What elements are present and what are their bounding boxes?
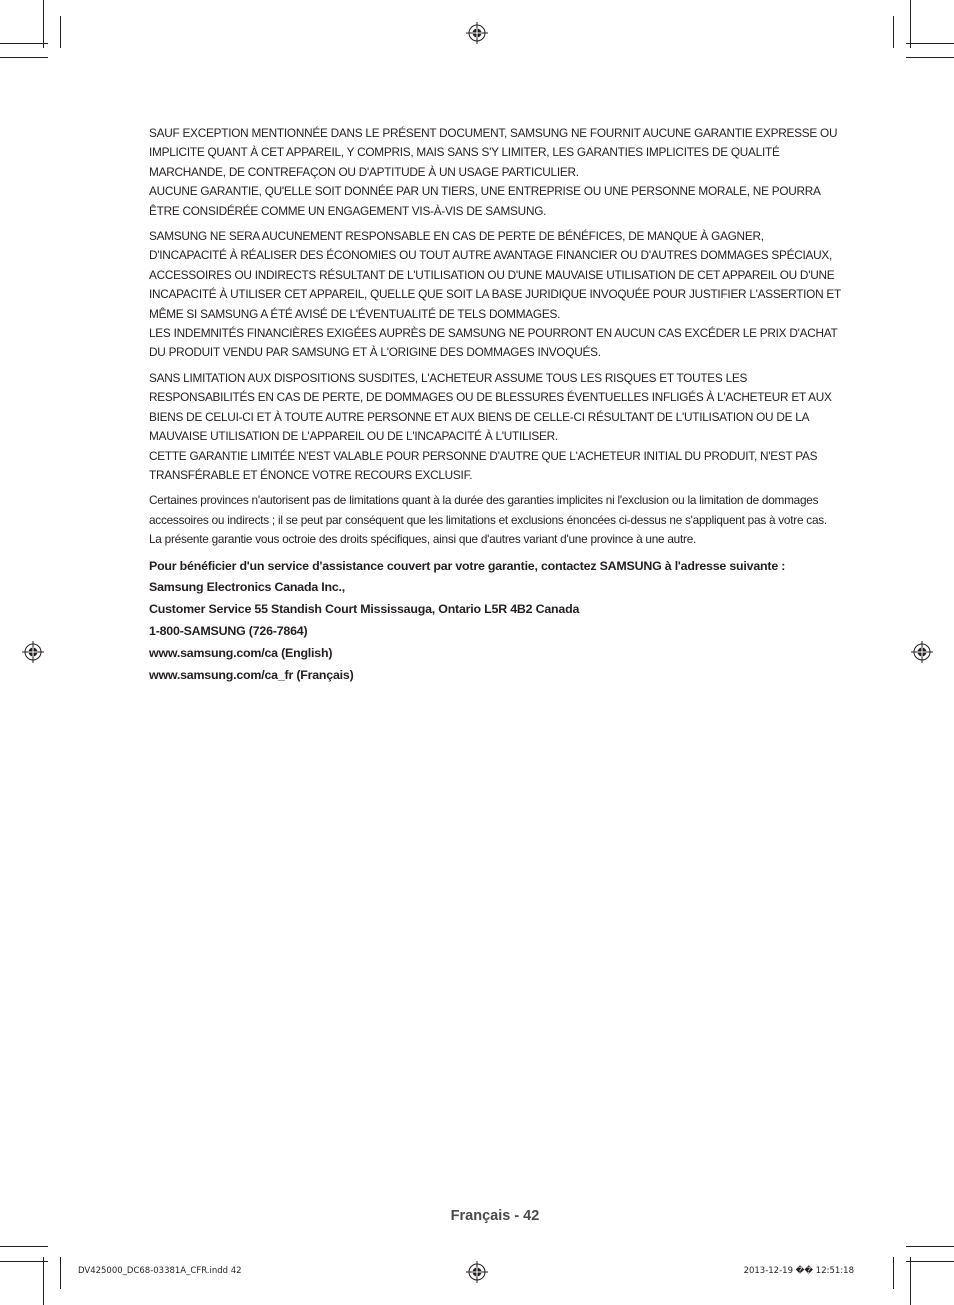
crop-mark	[906, 43, 954, 44]
contact-website-english: www.samsung.com/ca (English)	[149, 645, 333, 660]
contact-company: Samsung Electronics Canada Inc.,	[149, 580, 346, 595]
crop-mark	[43, 0, 44, 48]
crop-mark	[893, 1257, 894, 1289]
contact-address: Customer Service 55 Standish Court Mississauga, Ontario L5R 4B2 Canada	[149, 602, 580, 617]
registration-mark-icon	[22, 641, 44, 663]
contact-website-french: www.samsung.com/ca_fr (Français)	[149, 667, 354, 682]
risk-paragraph: SANS LIMITATION AUX DISPOSITIONS SUSDITES, L'ACHETEUR ASSUME TOUS LES RISQUES ET TOUTES LES RESPONSABILITÉS EN CAS DE PERTE, DE DOMMAGES OU DE BLESSURES ÉVENTUELLES INFLIGÉS À L'ACHETEUR ET AUX BIENS DE CELUI-CI ET À TOUTE AUTRE PERSONNE ET AUX BIENS DE CELLE-CI RÉSULTANT DE L'UTILISATION OU DE LA MAUVAISE UTILISATION DE L'APPAREIL OU DE L'INCAPACITÉ À L'UTILISER.	[149, 370, 832, 444]
risk-paragraph: CETTE GARANTIE LIMITÉE N'EST VALABLE POUR PERSONNE D'AUTRE QUE L'ACHETEUR INITIAL DU PRODUIT, N'EST PAS TRANSFÉRABLE ET ÉNONCE VOTRE RECOURS EXCLUSIF.	[149, 448, 818, 482]
registration-mark-icon	[911, 641, 933, 663]
crop-mark	[0, 57, 48, 58]
crop-mark	[60, 16, 61, 48]
file-slug: DV425000_DC68-03381A_CFR.indd 42	[78, 1266, 242, 1276]
contact-intro: Pour bénéficier d'un service d'assistance couvert par votre garantie, contactez SAMSUNG à l'adresse suivante :	[149, 558, 786, 573]
crop-mark	[893, 16, 894, 48]
disclaimer-paragraph: AUCUNE GARANTIE, QU'ELLE SOIT DONNÉE PAR UN TIERS, UNE ENTREPRISE OU UNE PERSONNE MORALE, NE POURRA ÊTRE CONSIDÉRÉE COMME UN ENGAGEMENT VIS-À-VIS DE SAMSUNG.	[149, 184, 821, 218]
crop-mark	[0, 1246, 48, 1247]
contact-phone: 1-800-SAMSUNG (726-7864)	[149, 623, 308, 638]
crop-mark	[0, 43, 48, 44]
timestamp-slug: 2013-12-19 �� 12:51:18	[743, 1266, 854, 1276]
crop-mark	[60, 1257, 61, 1289]
crop-mark	[906, 1246, 954, 1247]
crop-mark	[43, 1257, 44, 1305]
contact-block	[149, 556, 841, 687]
provinces-paragraph: Certaines provinces n'autorisent pas de limitations quant à la durée des garanties implicites ni l'exclusion ou la limitation de dommages accessoires ou indirects ; il se peut par conséquent que les limitations et exclusions énoncées ci-dessus ne s'appliquent pas à votre cas. La présente garantie vous octroie des droits spécifiques, ainsi que d'autres variant d'une province à une autre.	[149, 493, 827, 547]
crop-mark	[906, 1261, 954, 1262]
registration-mark-icon	[466, 1261, 488, 1283]
registration-mark-icon	[466, 22, 488, 44]
crop-mark	[910, 0, 911, 48]
liability-paragraph: LES INDEMNITÉS FINANCIÈRES EXIGÉES AUPRÈS DE SAMSUNG NE POURRONT EN AUCUN CAS EXCÉDER LE PRIX D'ACHAT DU PRODUIT VENDU PAR SAMSUNG ET À L'ORIGINE DES DOMMAGES INVOQUÉS.	[149, 326, 838, 360]
crop-mark	[910, 1257, 911, 1305]
warranty-text-block	[149, 124, 841, 686]
crop-mark	[0, 1261, 48, 1262]
crop-mark	[906, 57, 954, 58]
disclaimer-paragraph: SAUF EXCEPTION MENTIONNÉE DANS LE PRÉSENT DOCUMENT, SAMSUNG NE FOURNIT AUCUNE GARANTIE EXPRESSE OU IMPLICITE QUANT À CET APPAREIL, Y COMPRIS, MAIS SANS S'Y LIMITER, LES GARANTIES IMPLICITES DE QUALITÉ MARCHANDE, DE CONTREFAÇON OU D'APTITUDE À UN USAGE PARTICULIER.	[149, 126, 838, 179]
page-number: Français - 42	[450, 1208, 540, 1224]
liability-paragraph: SAMSUNG NE SERA AUCUNEMENT RESPONSABLE EN CAS DE PERTE DE BÉNÉFICES, DE MANQUE À GAGNER, D'INCAPACITÉ À RÉALISER DES ÉCONOMIES OU TOUT AUTRE AVANTAGE FINANCIER OU D'AUTRES DOMMAGES SPÉCIAUX, ACCESSOIRES OU INDIRECTS RÉSULTANT DE L'UTILISATION OU D'UNE MAUVAISE UTILISATION DE CET APPAREIL OU D'UNE INCAPACITÉ À UTILISER CET APPAREIL, QUELLE QUE SOIT LA BASE JURIDIQUE INVOQUÉE POUR JUSTIFIER L'ASSERTION ET MÊME SI SAMSUNG A ÉTÉ AVISÉ DE L'ÉVENTUALITÉ DE TELS DOMMAGES.	[149, 229, 841, 321]
